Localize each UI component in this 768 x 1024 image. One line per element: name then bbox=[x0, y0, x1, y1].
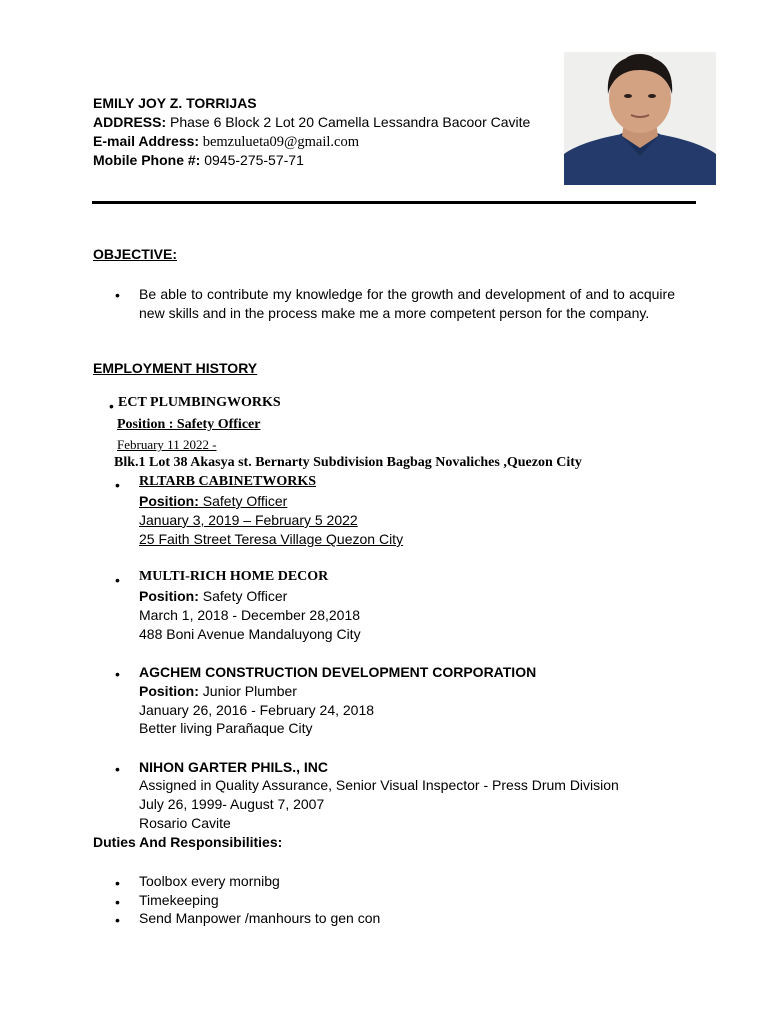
bullet-icon: • bbox=[115, 894, 120, 910]
position bbox=[139, 588, 287, 604]
bullet-icon: • bbox=[115, 875, 120, 891]
contact-header bbox=[93, 94, 553, 174]
bullet-icon: • bbox=[115, 761, 120, 777]
phone-label: Mobile Phone #: bbox=[93, 152, 201, 168]
phone-line bbox=[93, 151, 304, 169]
company-name: NIHON GARTER PHILS., INC bbox=[139, 759, 329, 775]
list-item: Send Manpower /manhours to gen con bbox=[139, 910, 381, 926]
bullet-icon: • bbox=[115, 477, 120, 493]
company-name: AGCHEM CONSTRUCTION DEVELOPMENT CORPORATION bbox=[139, 664, 537, 680]
profile-photo bbox=[564, 52, 716, 185]
position-label: Position: bbox=[139, 588, 199, 604]
list-item: Toolbox every mornibg bbox=[139, 873, 280, 889]
address-line bbox=[93, 113, 530, 131]
header-divider bbox=[92, 201, 696, 204]
location: Rosario Cavite bbox=[139, 815, 231, 831]
position bbox=[139, 683, 297, 699]
assignment: Assigned in Quality Assurance, Senior Visual Inspector - Press Drum Division bbox=[139, 777, 619, 793]
dates: February 11 2022 - bbox=[117, 437, 217, 452]
company-name: ECT PLUMBINGWORKS bbox=[118, 395, 281, 410]
employment-heading: EMPLOYMENT HISTORY bbox=[93, 360, 258, 376]
bullet-icon: • bbox=[115, 666, 120, 682]
position bbox=[139, 493, 287, 509]
list-item: Timekeeping bbox=[139, 892, 219, 908]
bullet-icon: • bbox=[115, 912, 120, 928]
address-value: Phase 6 Block 2 Lot 20 Camella Lessandra Bacoor Cavite bbox=[166, 114, 531, 130]
duties-heading: Duties And Responsibilities: bbox=[93, 834, 283, 850]
bullet-icon: • bbox=[115, 287, 120, 303]
objective-heading: OBJECTIVE: bbox=[93, 246, 178, 262]
dates: January 3, 2019 – February 5 2022 bbox=[139, 512, 358, 528]
email-label: E-mail Address: bbox=[93, 133, 200, 149]
location: 488 Boni Avenue Mandaluyong City bbox=[139, 626, 361, 642]
bullet-icon: • bbox=[115, 572, 120, 588]
position-value: Junior Plumber bbox=[198, 683, 297, 699]
dates: March 1, 2018 - December 28,2018 bbox=[139, 607, 361, 623]
position-label: Position: bbox=[139, 683, 199, 699]
dates: January 26, 2016 - February 24, 2018 bbox=[139, 702, 375, 718]
phone-value: 0945-275-57-71 bbox=[200, 152, 304, 168]
position-label: Position: bbox=[139, 493, 199, 509]
email-line bbox=[93, 132, 359, 151]
position: Position : Safety Officer bbox=[117, 417, 261, 432]
location: 25 Faith Street Teresa Village Quezon City bbox=[139, 531, 404, 547]
location: Blk.1 Lot 38 Akasya st. Bernarty Subdivision Bagbag Novaliches ,Quezon City bbox=[114, 455, 582, 470]
email-value: bemzulueta09@gmail.com bbox=[199, 134, 359, 150]
address-label: ADDRESS: bbox=[93, 114, 167, 130]
applicant-name: EMILY JOY Z. TORRIJAS bbox=[93, 95, 257, 111]
position-value: Safety Officer bbox=[198, 588, 288, 604]
objective-text: Be able to contribute my knowledge for the growth and development of and to acquire new skills and in the process make me a more competent person for the company. bbox=[139, 286, 675, 321]
company-name: MULTI-RICH HOME DECOR bbox=[139, 569, 329, 584]
company-name: RLTARB CABINETWORKS bbox=[139, 474, 316, 489]
position-value: Safety Officer bbox=[198, 493, 288, 509]
location: Better living Parañaque City bbox=[139, 720, 313, 736]
dates: July 26, 1999- August 7, 2007 bbox=[139, 796, 325, 812]
bullet-icon: • bbox=[109, 398, 114, 414]
